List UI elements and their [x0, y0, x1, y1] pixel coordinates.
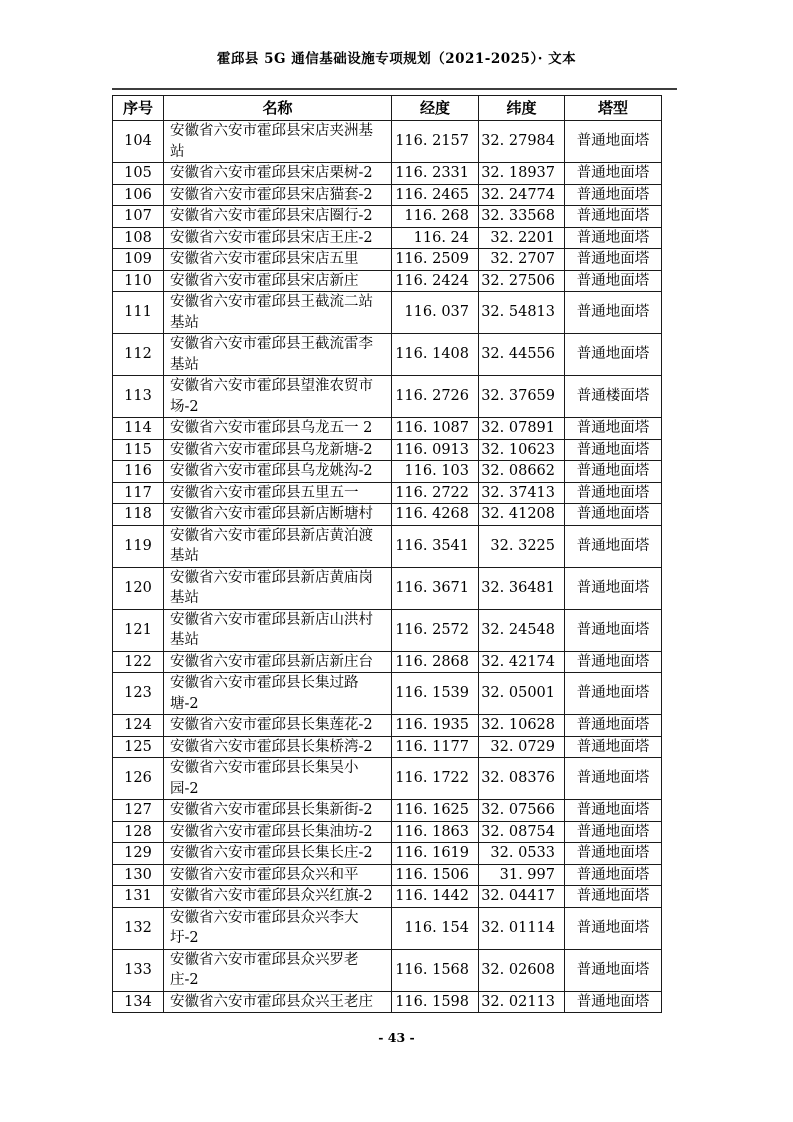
cell-tower-type: 普通地面塔: [565, 206, 662, 228]
cell-seq: 117: [113, 482, 164, 504]
cell-tower-type: 普通地面塔: [565, 991, 662, 1013]
cell-tower-type: 普通地面塔: [565, 270, 662, 292]
table-row: [113, 673, 662, 715]
cell-latitude: 32. 36481: [479, 567, 565, 609]
cell-longitude: 116. 103: [392, 461, 479, 483]
cell-name: 安徽省六安市霍邱县众兴和平: [164, 864, 392, 886]
cell-tower-type: 普通地面塔: [565, 504, 662, 526]
cell-tower-type: 普通地面塔: [565, 461, 662, 483]
cell-name: 安徽省六安市霍邱县长集油坊-2: [164, 821, 392, 843]
cell-name: 安徽省六安市霍邱县新店黄泊渡基站: [164, 525, 392, 567]
cell-latitude: 32. 0533: [479, 843, 565, 865]
cell-tower-type: 普通地面塔: [565, 736, 662, 758]
cell-tower-type: 普通地面塔: [565, 163, 662, 185]
header-rule-divider: [112, 88, 677, 90]
cell-longitude: 116. 1619: [392, 843, 479, 865]
cell-seq: 124: [113, 715, 164, 737]
cell-name: 安徽省六安市霍邱县众兴王老庄: [164, 991, 392, 1013]
cell-seq: 120: [113, 567, 164, 609]
cell-tower-type: 普通地面塔: [565, 864, 662, 886]
cell-longitude: 116. 2868: [392, 651, 479, 673]
cell-longitude: 116. 2465: [392, 184, 479, 206]
cell-tower-type: 普通地面塔: [565, 567, 662, 609]
cell-seq: 118: [113, 504, 164, 526]
table-row: [113, 949, 662, 991]
cell-longitude: 116. 1506: [392, 864, 479, 886]
cell-latitude: 32. 18937: [479, 163, 565, 185]
cell-tower-type: 普通地面塔: [565, 184, 662, 206]
table-row: [113, 800, 662, 822]
cell-longitude: 116. 1442: [392, 886, 479, 908]
cell-seq: 123: [113, 673, 164, 715]
cell-latitude: 32. 08754: [479, 821, 565, 843]
cell-longitude: 116. 268: [392, 206, 479, 228]
table-body: [113, 121, 662, 1013]
cell-tower-type: 普通楼面塔: [565, 376, 662, 418]
cell-latitude: 32. 07566: [479, 800, 565, 822]
cell-tower-type: 普通地面塔: [565, 292, 662, 334]
cell-seq: 109: [113, 249, 164, 271]
cell-latitude: 32. 24774: [479, 184, 565, 206]
table-row: [113, 482, 662, 504]
cell-tower-type: 普通地面塔: [565, 439, 662, 461]
table-row: [113, 121, 662, 163]
table-row: [113, 907, 662, 949]
cell-longitude: 116. 0913: [392, 439, 479, 461]
cell-longitude: 116. 24: [392, 227, 479, 249]
cell-latitude: 32. 01114: [479, 907, 565, 949]
cell-seq: 129: [113, 843, 164, 865]
cell-name: 安徽省六安市霍邱县众兴李大圩-2: [164, 907, 392, 949]
table-row: [113, 227, 662, 249]
table-row: [113, 184, 662, 206]
table-row: [113, 334, 662, 376]
table-row: [113, 567, 662, 609]
cell-name: 安徽省六安市霍邱县长集过路塘-2: [164, 673, 392, 715]
cell-name: 安徽省六安市霍邱县宋店栗树-2: [164, 163, 392, 185]
cell-longitude: 116. 1935: [392, 715, 479, 737]
cell-seq: 112: [113, 334, 164, 376]
cell-latitude: 32. 27506: [479, 270, 565, 292]
cell-latitude: 32. 07891: [479, 418, 565, 440]
cell-seq: 126: [113, 758, 164, 800]
cell-tower-type: 普通地面塔: [565, 715, 662, 737]
cell-tower-type: 普通地面塔: [565, 525, 662, 567]
doc-header-title: 霍邱县 5G 通信基础设施专项规划（2021-2025）· 文本: [216, 51, 577, 67]
table-row: [113, 292, 662, 334]
cell-longitude: 116. 1087: [392, 418, 479, 440]
column-header: 序号: [113, 96, 164, 121]
cell-latitude: 32. 27984: [479, 121, 565, 163]
cell-latitude: 32. 24548: [479, 609, 565, 651]
cell-name: 安徽省六安市霍邱县长集莲花-2: [164, 715, 392, 737]
cell-longitude: 116. 1568: [392, 949, 479, 991]
cell-name: 安徽省六安市霍邱县乌龙新塘-2: [164, 439, 392, 461]
cell-seq: 127: [113, 800, 164, 822]
cell-name: 安徽省六安市霍邱县宋店圈行-2: [164, 206, 392, 228]
cell-latitude: 32. 42174: [479, 651, 565, 673]
cell-longitude: 116. 2726: [392, 376, 479, 418]
cell-name: 安徽省六安市霍邱县宋店夹洲基站: [164, 121, 392, 163]
table-row: [113, 461, 662, 483]
cell-name: 安徽省六安市霍邱县新店山洪村基站: [164, 609, 392, 651]
page-number: - 43 -: [378, 1030, 415, 1045]
cell-seq: 134: [113, 991, 164, 1013]
cell-seq: 110: [113, 270, 164, 292]
cell-tower-type: 普通地面塔: [565, 673, 662, 715]
cell-longitude: 116. 1539: [392, 673, 479, 715]
cell-tower-type: 普通地面塔: [565, 249, 662, 271]
cell-longitude: 116. 1625: [392, 800, 479, 822]
cell-longitude: 116. 3671: [392, 567, 479, 609]
cell-seq: 121: [113, 609, 164, 651]
cell-latitude: 32. 33568: [479, 206, 565, 228]
cell-longitude: 116. 3541: [392, 525, 479, 567]
cell-tower-type: 普通地面塔: [565, 482, 662, 504]
cell-latitude: 32. 2201: [479, 227, 565, 249]
cell-tower-type: 普通地面塔: [565, 821, 662, 843]
cell-tower-type: 普通地面塔: [565, 758, 662, 800]
cell-longitude: 116. 2157: [392, 121, 479, 163]
cell-seq: 114: [113, 418, 164, 440]
cell-longitude: 116. 1177: [392, 736, 479, 758]
cell-tower-type: 普通地面塔: [565, 227, 662, 249]
cell-latitude: 32. 05001: [479, 673, 565, 715]
cell-tower-type: 普通地面塔: [565, 949, 662, 991]
cell-latitude: 32. 37413: [479, 482, 565, 504]
cell-longitude: 116. 1863: [392, 821, 479, 843]
cell-seq: 105: [113, 163, 164, 185]
cell-name: 安徽省六安市霍邱县王截流二站基站: [164, 292, 392, 334]
cell-name: 安徽省六安市霍邱县众兴红旗-2: [164, 886, 392, 908]
cell-tower-type: 普通地面塔: [565, 609, 662, 651]
table-row: [113, 736, 662, 758]
cell-seq: 116: [113, 461, 164, 483]
cell-latitude: 32. 54813: [479, 292, 565, 334]
cell-latitude: 32. 02608: [479, 949, 565, 991]
table-row: [113, 525, 662, 567]
cell-name: 安徽省六安市霍邱县乌龙姚沟-2: [164, 461, 392, 483]
cell-longitude: 116. 2722: [392, 482, 479, 504]
cell-seq: 113: [113, 376, 164, 418]
table-row: [113, 270, 662, 292]
cell-seq: 130: [113, 864, 164, 886]
cell-longitude: 116. 1722: [392, 758, 479, 800]
cell-latitude: 32. 08376: [479, 758, 565, 800]
cell-latitude: 32. 37659: [479, 376, 565, 418]
cell-tower-type: 普通地面塔: [565, 418, 662, 440]
cell-longitude: 116. 1408: [392, 334, 479, 376]
table-row: [113, 991, 662, 1013]
cell-tower-type: 普通地面塔: [565, 334, 662, 376]
cell-latitude: 32. 08662: [479, 461, 565, 483]
cell-name: 安徽省六安市霍邱县宋店猫套-2: [164, 184, 392, 206]
table-row: [113, 886, 662, 908]
cell-longitude: 116. 4268: [392, 504, 479, 526]
table-row: [113, 864, 662, 886]
cell-latitude: 32. 41208: [479, 504, 565, 526]
cell-latitude: 32. 3225: [479, 525, 565, 567]
cell-name: 安徽省六安市霍邱县宋店王庄-2: [164, 227, 392, 249]
cell-name: 安徽省六安市霍邱县宋店五里: [164, 249, 392, 271]
cell-seq: 115: [113, 439, 164, 461]
table-row: [113, 439, 662, 461]
cell-name: 安徽省六安市霍邱县望淮农贸市场-2: [164, 376, 392, 418]
cell-seq: 108: [113, 227, 164, 249]
table-row: [113, 715, 662, 737]
cell-tower-type: 普通地面塔: [565, 651, 662, 673]
cell-latitude: 32. 44556: [479, 334, 565, 376]
cell-seq: 128: [113, 821, 164, 843]
cell-name: 安徽省六安市霍邱县乌龙五一 2: [164, 418, 392, 440]
cell-latitude: 32. 10623: [479, 439, 565, 461]
column-header: 经度: [392, 96, 479, 121]
cell-longitude: 116. 2572: [392, 609, 479, 651]
table-header-row: [113, 96, 662, 121]
table-row: [113, 206, 662, 228]
cell-latitude: 31. 997: [479, 864, 565, 886]
cell-latitude: 32. 0729: [479, 736, 565, 758]
cell-seq: 119: [113, 525, 164, 567]
cell-tower-type: 普通地面塔: [565, 843, 662, 865]
cell-latitude: 32. 02113: [479, 991, 565, 1013]
cell-name: 安徽省六安市霍邱县王截流雷李基站: [164, 334, 392, 376]
table-row: [113, 163, 662, 185]
cell-latitude: 32. 04417: [479, 886, 565, 908]
cell-longitude: 116. 1598: [392, 991, 479, 1013]
cell-seq: 122: [113, 651, 164, 673]
cell-tower-type: 普通地面塔: [565, 800, 662, 822]
table-row: [113, 418, 662, 440]
table-row: [113, 249, 662, 271]
cell-name: 安徽省六安市霍邱县新店新庄台: [164, 651, 392, 673]
cell-longitude: 116. 037: [392, 292, 479, 334]
cell-tower-type: 普通地面塔: [565, 121, 662, 163]
cell-name: 安徽省六安市霍邱县众兴罗老庄-2: [164, 949, 392, 991]
table-row: [113, 758, 662, 800]
cell-name: 安徽省六安市霍邱县长集长庄-2: [164, 843, 392, 865]
cell-name: 安徽省六安市霍邱县五里五一: [164, 482, 392, 504]
column-header: 名称: [164, 96, 392, 121]
cell-seq: 111: [113, 292, 164, 334]
cell-name: 安徽省六安市霍邱县新店断塘村: [164, 504, 392, 526]
cell-seq: 131: [113, 886, 164, 908]
cell-name: 安徽省六安市霍邱县长集吴小园-2: [164, 758, 392, 800]
table-row: [113, 609, 662, 651]
cell-name: 安徽省六安市霍邱县长集新街-2: [164, 800, 392, 822]
cell-seq: 125: [113, 736, 164, 758]
cell-seq: 132: [113, 907, 164, 949]
cell-latitude: 32. 2707: [479, 249, 565, 271]
table-row: [113, 504, 662, 526]
table-row: [113, 843, 662, 865]
cell-seq: 104: [113, 121, 164, 163]
cell-seq: 106: [113, 184, 164, 206]
cell-latitude: 32. 10628: [479, 715, 565, 737]
table-row: [113, 821, 662, 843]
cell-name: 安徽省六安市霍邱县长集桥湾-2: [164, 736, 392, 758]
cell-name: 安徽省六安市霍邱县宋店新庄: [164, 270, 392, 292]
cell-tower-type: 普通地面塔: [565, 907, 662, 949]
table-row: [113, 376, 662, 418]
cell-seq: 107: [113, 206, 164, 228]
cell-longitude: 116. 2331: [392, 163, 479, 185]
cell-seq: 133: [113, 949, 164, 991]
cell-name: 安徽省六安市霍邱县新店黄庙岗基站: [164, 567, 392, 609]
base-station-table: [112, 95, 662, 1013]
cell-tower-type: 普通地面塔: [565, 886, 662, 908]
column-header: 塔型: [565, 96, 662, 121]
cell-longitude: 116. 2509: [392, 249, 479, 271]
column-header: 纬度: [479, 96, 565, 121]
cell-longitude: 116. 154: [392, 907, 479, 949]
table-row: [113, 651, 662, 673]
cell-longitude: 116. 2424: [392, 270, 479, 292]
